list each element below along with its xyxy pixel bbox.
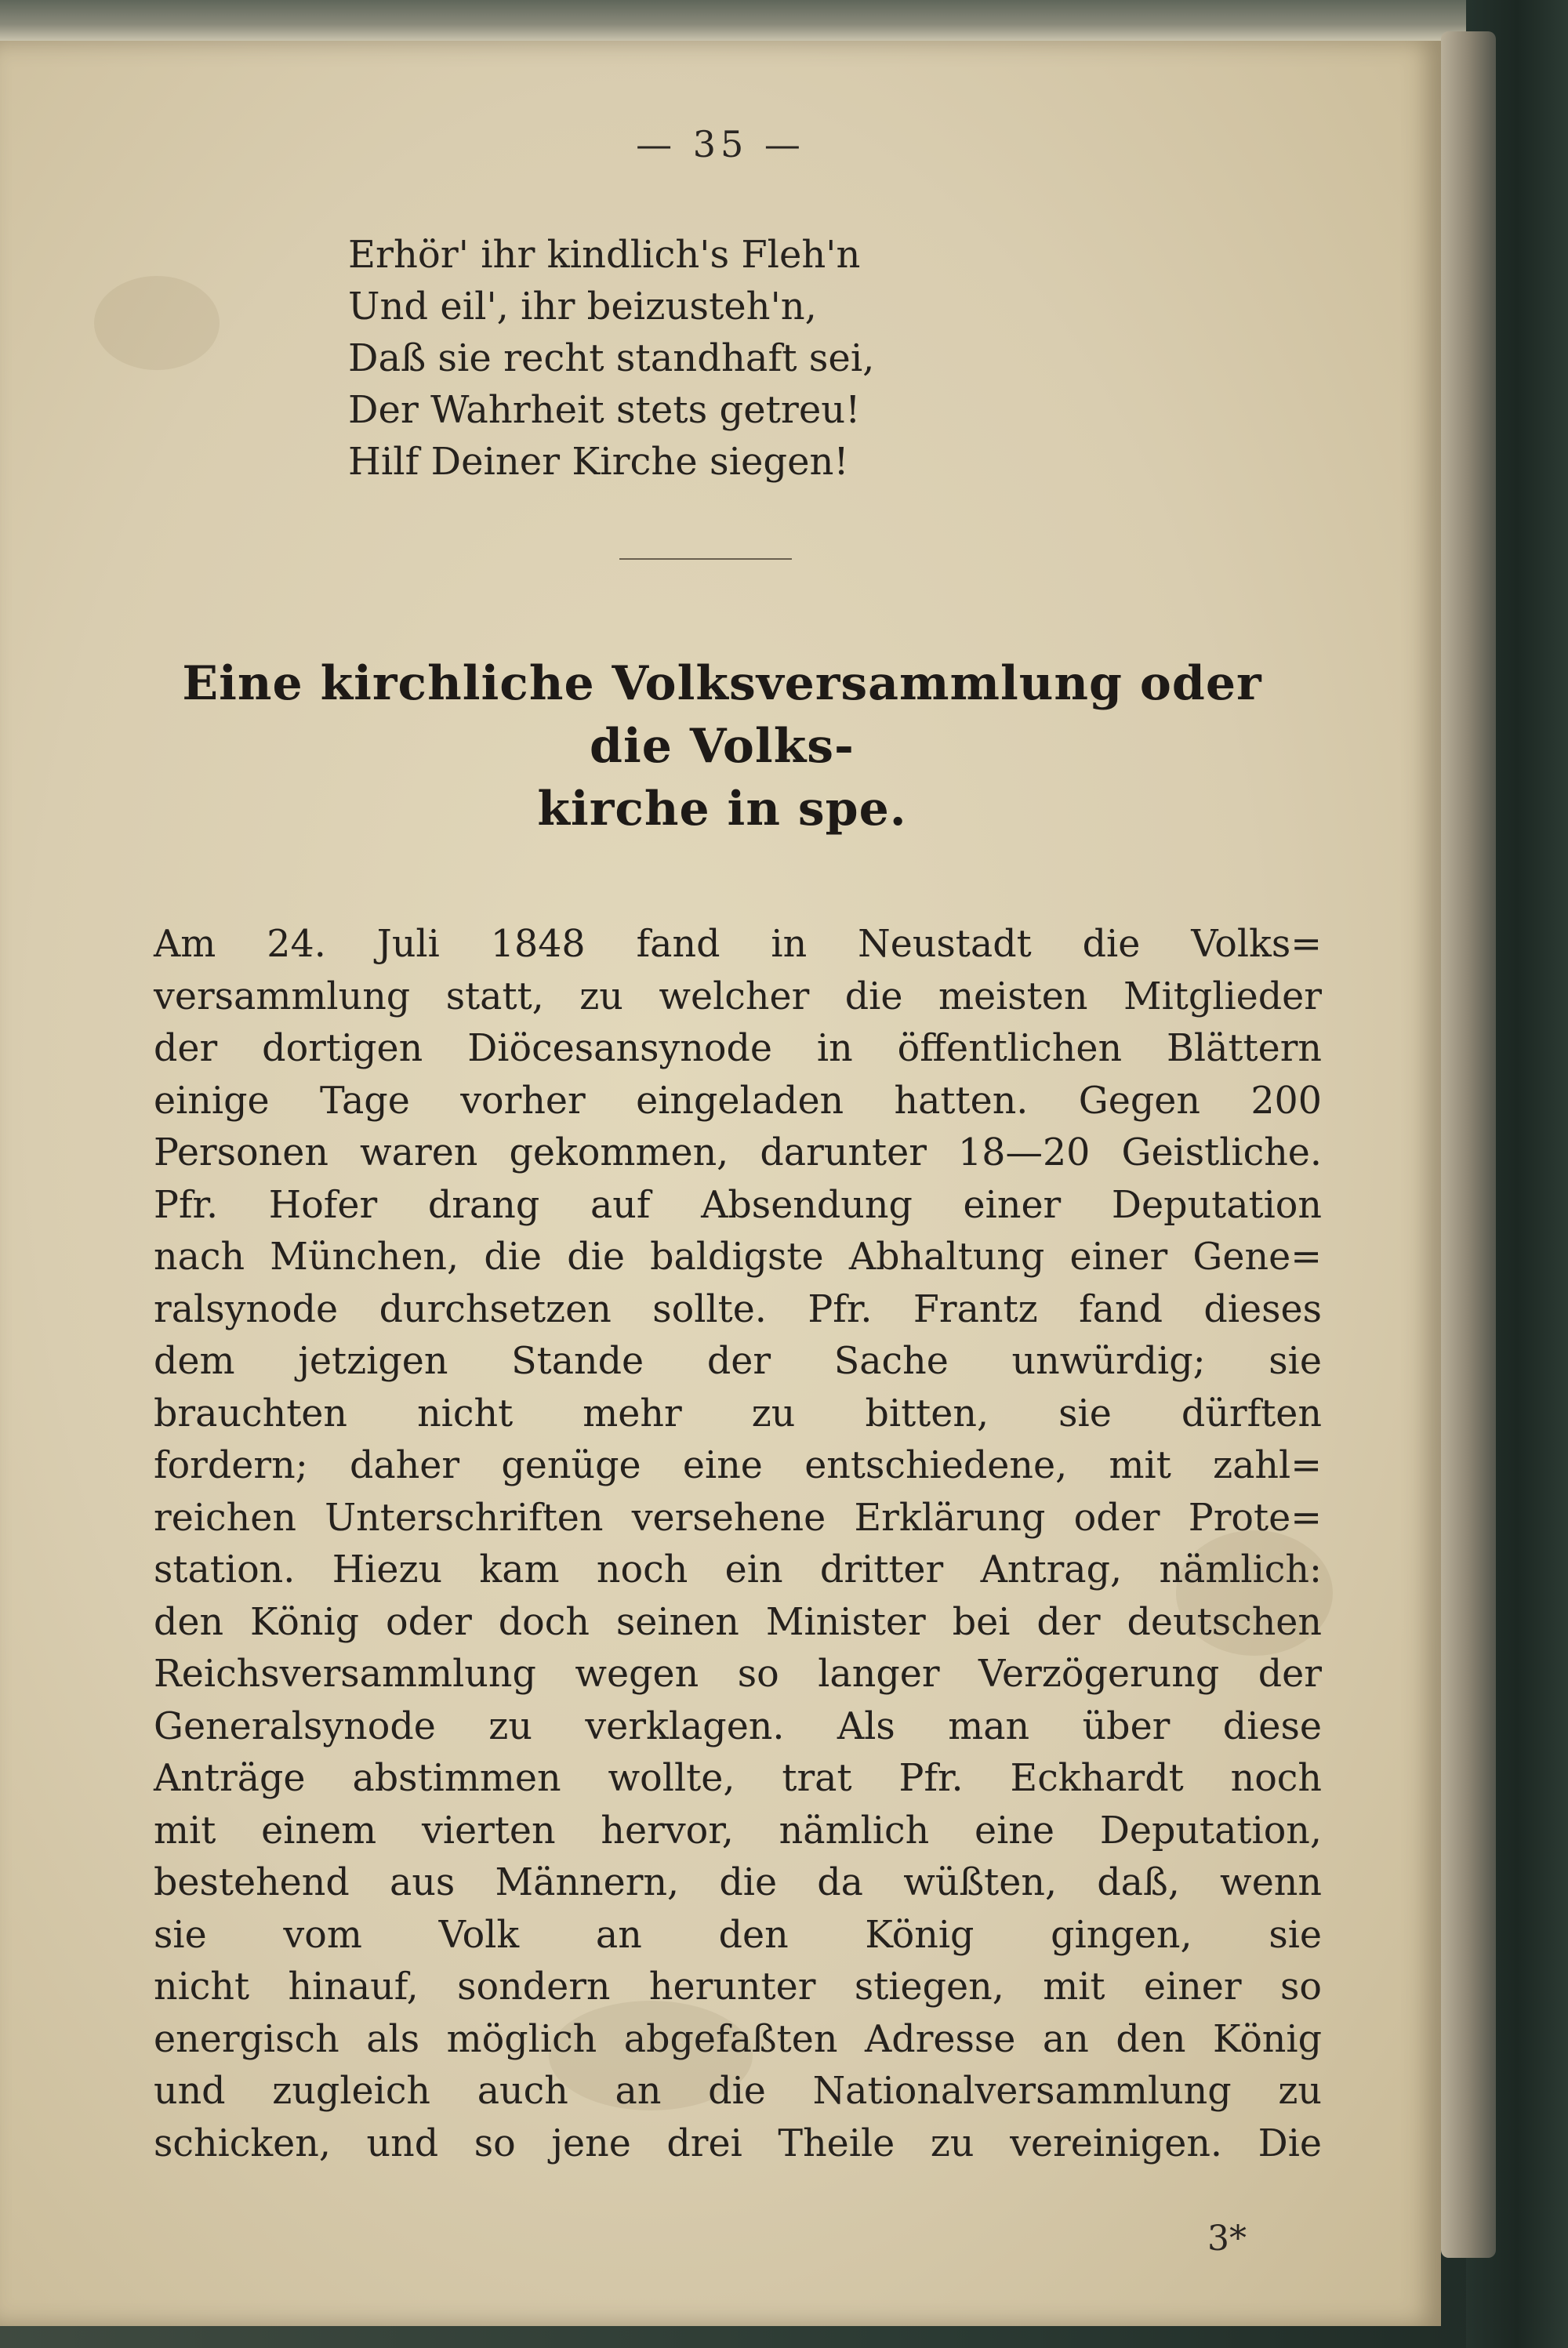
poem-line: Hilf Deiner Kirche siegen! xyxy=(348,440,849,484)
body-line: Reichsversammlung wegen so langer Verzögerung der xyxy=(154,1653,1322,1696)
body-line: station. Hiezu kam noch ein dritter Antrag, nämlich: xyxy=(154,1548,1322,1591)
book-page xyxy=(0,41,1441,2326)
section-heading xyxy=(154,652,1290,840)
heading-line: Eine kirchliche Volksversammlung oder die Volks- xyxy=(182,656,1262,774)
body-line: der dortigen Diöcesansynode in öffentlichen Blättern xyxy=(154,1027,1322,1070)
page-number: — 35 — xyxy=(636,123,805,165)
body-line: mit einem vierten hervor, nämlich eine Deputation, xyxy=(154,1809,1322,1853)
body-line: nach München, die die baldigste Abhaltung einer Gene= xyxy=(154,1236,1322,1279)
body-line: reichen Unterschriften versehene Erklärung oder Prote= xyxy=(154,1496,1322,1540)
body-line: und zugleich auch an die Nationalversammlung zu xyxy=(154,2070,1322,2113)
signature-mark: 3* xyxy=(1207,2219,1247,2259)
body-paragraph xyxy=(154,919,1322,2170)
page-top-edge xyxy=(0,0,1474,41)
body-line: Pfr. Hofer drang auf Absendung einer Deputation xyxy=(154,1183,1322,1227)
body-line: schicken, und so jene drei Theile zu vereinigen. Die xyxy=(154,2121,1322,2165)
body-line: dem jetzigen Stande der Sache unwürdig; sie xyxy=(154,1340,1322,1383)
body-line: energisch als möglich abgefaßten Adresse an den König xyxy=(154,2017,1322,2061)
poem-stanza xyxy=(348,229,1054,488)
body-line: den König oder doch seinen Minister bei der deutschen xyxy=(154,1600,1322,1644)
body-line: versammlung statt, zu welcher die meisten Mitglieder xyxy=(154,974,1322,1018)
body-line: fordern; daher genüge eine entschiedene, mit zahl= xyxy=(154,1444,1322,1487)
body-line: sie vom Volk an den König gingen, sie xyxy=(154,1913,1322,1957)
body-line: bestehend aus Männern, die da wüßten, daß, wenn xyxy=(154,1861,1322,1904)
body-line: Anträge abstimmen wollte, trat Pfr. Eckhardt noch xyxy=(154,1757,1322,1800)
body-line: Personen waren gekommen, darunter 18—20 Geistliche. xyxy=(154,1131,1322,1174)
poem-line: Erhör' ihr kindlich's Fleh'n xyxy=(348,233,861,277)
body-line: nicht hinauf, sondern herunter stiegen, mit einer so xyxy=(154,1965,1322,2009)
body-line: ralsynode durchsetzen sollte. Pfr. Frantz fand dieses xyxy=(154,1287,1322,1331)
body-line: brauchten nicht mehr zu bitten, sie dürften xyxy=(154,1392,1322,1435)
body-line: Am 24. Juli 1848 fand in Neustadt die Volks= xyxy=(154,923,1322,966)
poem-line: Und eil', ihr beizusteh'n, xyxy=(348,285,817,328)
section-divider xyxy=(619,558,792,560)
foxing-stain xyxy=(94,276,220,370)
body-line: Generalsynode zu verklagen. Als man über diese xyxy=(154,1704,1322,1748)
poem-line: Der Wahrheit stets getreu! xyxy=(348,388,861,432)
cover-board-edge xyxy=(1441,31,1496,2258)
heading-line: kirche in spe. xyxy=(537,782,907,836)
poem-line: Daß sie recht standhaft sei, xyxy=(348,336,875,380)
body-line: einige Tage vorher eingeladen hatten. Gegen 200 xyxy=(154,1079,1322,1123)
